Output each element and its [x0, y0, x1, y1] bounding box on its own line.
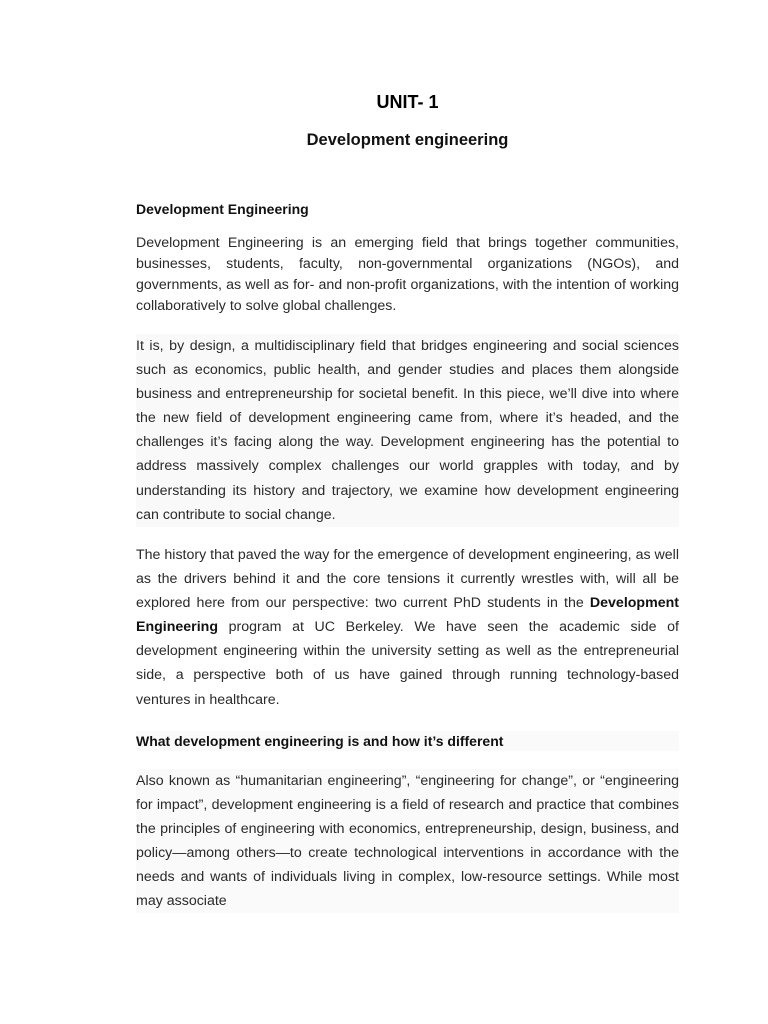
- program-name-bold: Development Engineering: [136, 595, 679, 636]
- document-subtitle: Development engineering: [306, 131, 509, 149]
- paragraph-intro: Development Engineering is an emerging field that brings together communities, businesses, students, faculty, non-governmental organizations (NGOs), and governments, as well as for- and non-profit organizations, with the intention of working collaboratively to solve global challenges.: [136, 235, 679, 314]
- unit-title: UNIT- 1: [376, 92, 439, 112]
- section-heading-what-it-is: What development engineering is and how it’s different: [136, 731, 679, 751]
- paragraph-history: [136, 543, 679, 712]
- paragraph-multidisciplinary: It is, by design, a multidisciplinary field that bridges engineering and social sciences such as economics, public health, and gender studies and places them alongside business and entrepreneurship for societal benefit. In this piece, we’ll dive into where the new field of development engineering came from, where it’s headed, and the challenges it’s facing along the way. Development engineering has the potential to address massively complex challenges our world grapples with today, and by understanding its history and trajectory, we examine how development engineering can contribute to social change.: [136, 334, 679, 527]
- section-heading-development-engineering: Development Engineering: [136, 201, 309, 217]
- paragraph-history-text-start: The history that paved the way for the emergence of development engineering, as well as the drivers behind it and the core tensions it currently wrestles with, will all be explored here from our perspective: two current PhD students in the: [136, 547, 679, 612]
- paragraph-also-known-as: Also known as “humanitarian engineering”, “engineering for change”, or “engineering for impact”, development engineering is a field of research and practice that combines the principles of engineering with economics, entrepreneurship, design, business, and policy—among others—to create technological interventions in accordance with the needs and wants of individuals living in complex, low-resource settings. While most may associate: [136, 769, 679, 913]
- paragraph-history-text-end: program at UC Berkeley. We have seen the academic side of development engineering within the university setting as well as the entrepreneurial side, a perspective both of us have gained through running technology-based ventures in healthcare.: [136, 619, 679, 708]
